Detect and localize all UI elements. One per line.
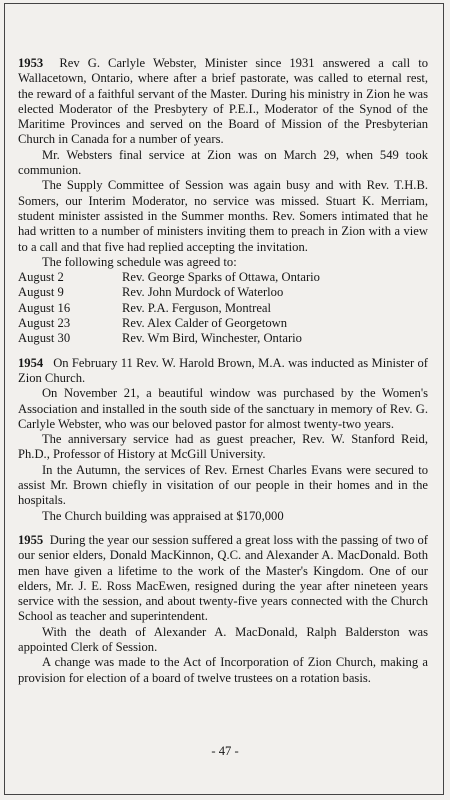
schedule-row: [18, 316, 320, 331]
schedule-row: [18, 285, 320, 300]
schedule-row: [18, 270, 320, 285]
page-text: [18, 56, 428, 686]
year-heading-1955: 1955: [18, 532, 44, 547]
schedule-row: [18, 331, 320, 346]
page-number: - 47 -: [211, 744, 239, 758]
paragraph-assistant-minister: In the Autumn, the services of Rev. Ernest Charles Evans were secured to assist Mr. Brown chiefly in visitation of our people in their homes and in the hospitals.: [18, 462, 428, 508]
schedule-row: [18, 301, 320, 316]
paragraph-schedule-intro: The following schedule was agreed to:: [41, 254, 237, 269]
paragraph-text: During the year our session suffered a great loss with the passing of two of our senior elders, Donald MacKinnon, Q.C. and Alexander A. MacDonald. Both men have given a lifetime to the work of the Master's Kingdom. One of our elders, Mr. J. E. Ross MacEwen, resigned during the year after nineteen years service with the session, and about twenty-five years connected with the Church School as teacher and superintendent.: [18, 532, 428, 624]
paragraph-act-of-incorporation: A change was made to the Act of Incorporation of Zion Church, making a provision for election of a board of twelve trustees on a rotation basis.: [18, 655, 428, 685]
schedule-date: August 30: [18, 331, 71, 346]
paragraph-supply-committee: The Supply Committee of Session was again busy and with Rev. T.H.B. Somers, our Interim Moderator, no service was missed. Stuart K. Merriam, student minister assisted in the Summer months. Rev. Somers intimated that he had written to a number of ministers inviting them to preach in Zion with a view to a call and that five had replied accepting the invitation.: [18, 178, 428, 254]
year-heading-1953: 1953: [18, 56, 44, 70]
section-1954: [18, 356, 428, 524]
schedule-minister: Rev. P.A. Ferguson, Montreal: [122, 300, 272, 315]
paragraph-anniversary-service: The anniversary service had as guest preacher, Rev. W. Stanford Reid, Ph.D., Professor of History at McGill University.: [18, 432, 428, 462]
paragraph-1954-opening: [18, 356, 428, 387]
paragraph-1955-opening: [18, 533, 428, 625]
schedule-date: August 9: [18, 285, 64, 300]
schedule-minister: Rev. Alex Calder of Georgetown: [122, 316, 288, 331]
schedule-date: August 16: [18, 300, 71, 315]
paragraph-appraisal: The Church building was appraised at $170,000: [41, 508, 284, 523]
section-1953: [18, 56, 428, 347]
schedule-date: August 2: [18, 270, 64, 285]
preaching-schedule: [18, 270, 320, 346]
section-1955: [18, 533, 428, 686]
paragraph-1953-opening: [18, 56, 428, 148]
schedule-minister: Rev. John Murdock of Waterloo: [122, 285, 284, 300]
paragraph-text: On February 11 Rev. W. Harold Brown, M.A. was inducted as Minister of Zion Church.: [18, 355, 428, 385]
schedule-date: August 23: [18, 316, 71, 331]
schedule-minister: Rev. Wm Bird, Winchester, Ontario: [122, 331, 302, 346]
paragraph-text: Rev G. Carlyle Webster, Minister since 1931 answered a call to Wallacetown, Ontario, where after a brief pastorate, was called to eternal rest, the reward of a faithful servant of the Master. During his ministry in Zion he was elected Moderator of the Presbytery of P.E.I., Moderator of the Synod of the Maritime Provinces and served on the Board of Mission of the Presbyterian Church in Canada for a number of years.: [18, 56, 428, 147]
paragraph-final-service: Mr. Websters final service at Zion was on March 29, when 549 took communion.: [18, 147, 428, 178]
paragraph-memorial-window: On November 21, a beautiful window was purchased by the Women's Association and installed in the south side of the sanctuary in memory of Rev. G. Carlyle Webster, who was our beloved pastor for almost twenty-two years.: [18, 386, 428, 431]
year-heading-1954: 1954: [18, 355, 44, 370]
schedule-minister: Rev. George Sparks of Ottawa, Ontario: [122, 270, 320, 285]
paragraph-clerk-of-session: With the death of Alexander A. MacDonald, Ralph Balderston was appointed Clerk of Session.: [18, 624, 428, 654]
